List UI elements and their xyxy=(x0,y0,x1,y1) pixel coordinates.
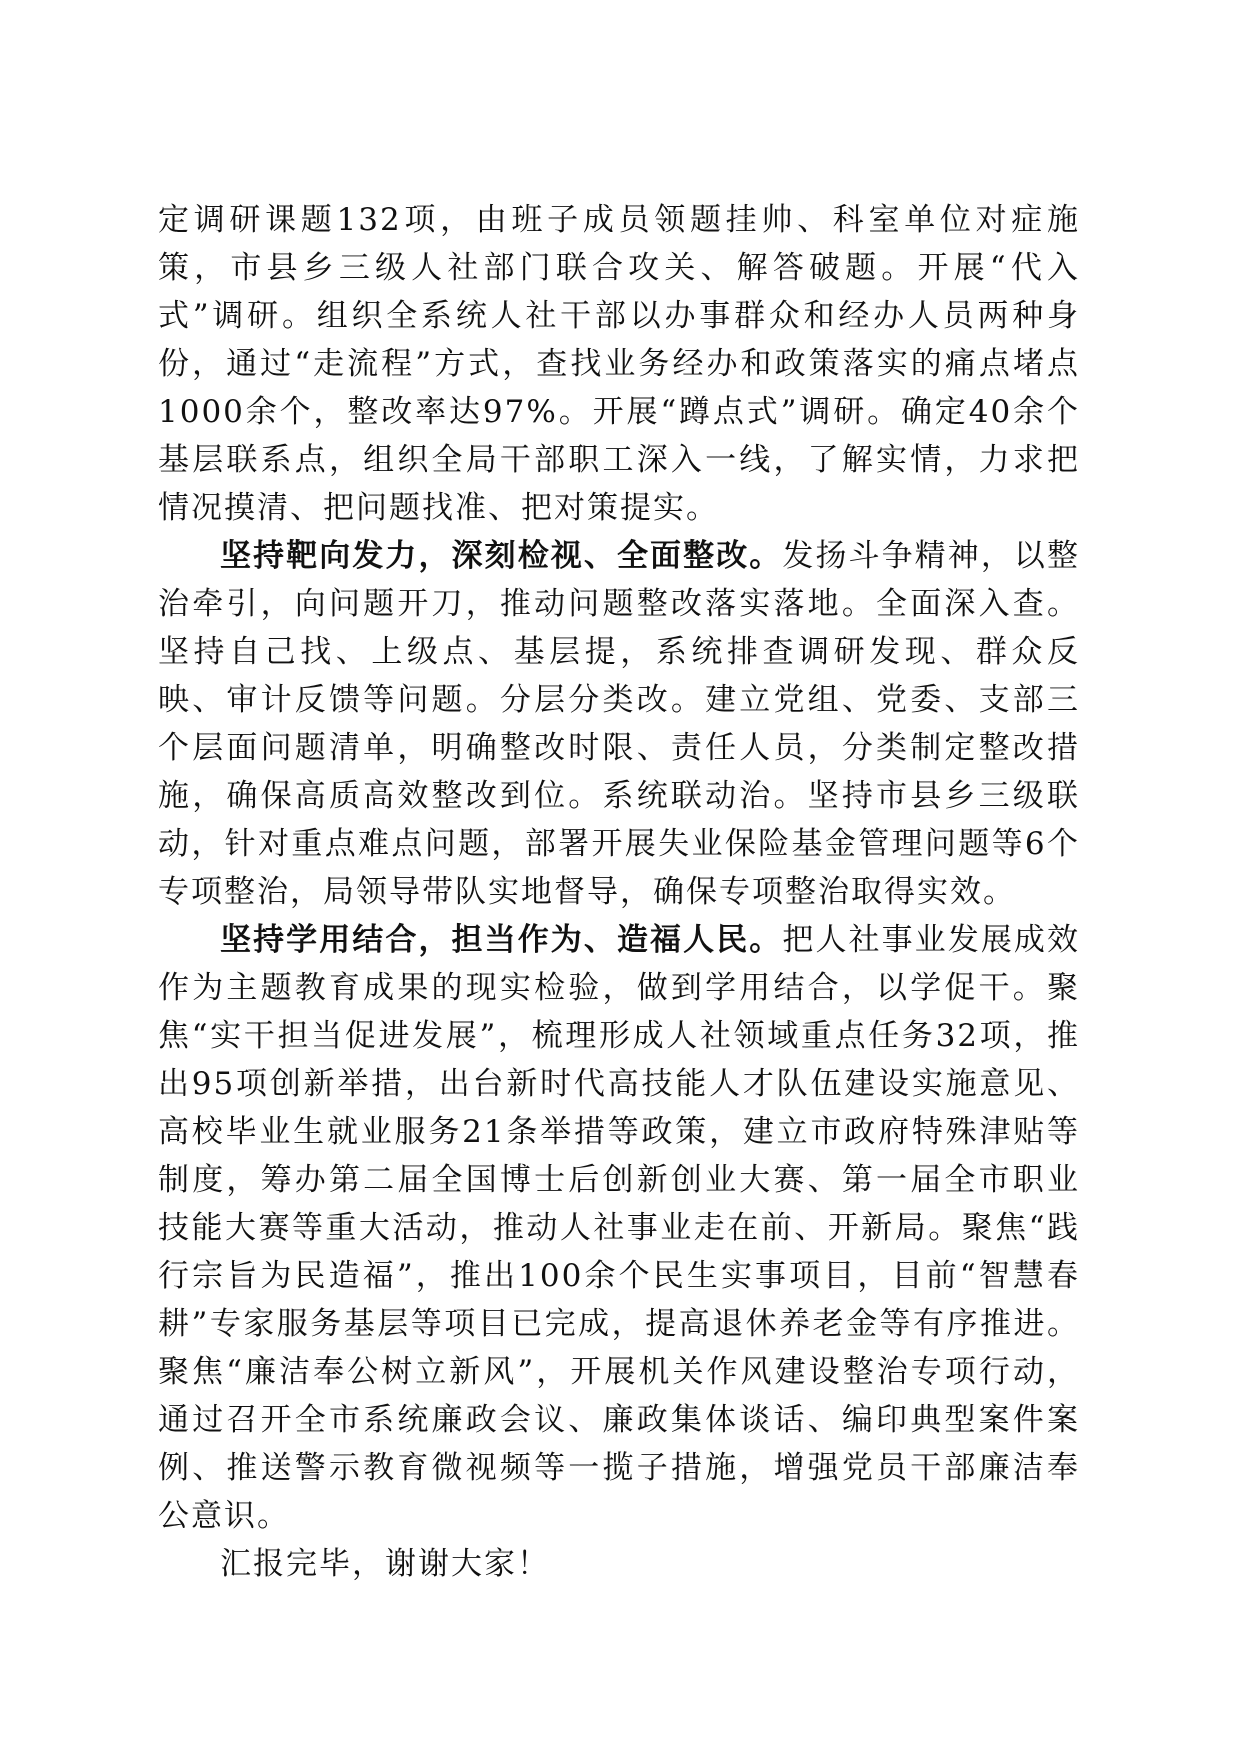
paragraph-heading: 坚持学用结合，担当作为、造福人民。 xyxy=(220,922,783,958)
paragraph-research xyxy=(158,196,1080,532)
paragraph-closing xyxy=(158,1540,1080,1588)
paragraph-rectification xyxy=(158,532,1080,916)
paragraph-text: 定调研课题132项，由班子成员领题挂帅、科室单位对症施策，市县乡三级人社部门联合攻关、解答破题。开展“代入式”调研。组织全系统人社干部以办事群众和经办人员两种身份，通过“走流程”方式，查找业务经办和政策落实的痛点堵点1000余个，整改率达97%。开展“蹲点式”调研。确定40余个基层联系点，组织全局干部职工深入一线，了解实情，力求把情况摸清、把问题找准、把对策提实。 xyxy=(158,202,1080,526)
paragraph-learning-application xyxy=(158,916,1080,1540)
paragraph-text: 汇报完毕，谢谢大家！ xyxy=(220,1546,550,1582)
paragraph-text: 发扬斗争精神，以整治牵引，向问题开刀，推动问题整改落实落地。全面深入查。坚持自己找、上级点、基层提，系统排查调研发现、群众反映、审计反馈等问题。分层分类改。建立党组、党委、支部三个层面问题清单，明确整改时限、责任人员，分类制定整改措施，确保高质高效整改到位。系统联动治。坚持市县乡三级联动，针对重点难点问题，部署开展失业保险基金管理问题等6个专项整治，局领导带队实地督导，确保专项整治取得实效。 xyxy=(158,538,1080,910)
paragraph-text: 把人社事业发展成效作为主题教育成果的现实检验，做到学用结合，以学促干。聚焦“实干担当促进发展”，梳理形成人社领域重点任务32项，推出95项创新举措，出台新时代高技能人才队伍建设实施意见、高校毕业生就业服务21条举措等政策，建立市政府特殊津贴等制度，筹办第二届全国博士后创新创业大赛、第一届全市职业技能大赛等重大活动，推动人社事业走在前、开新局。聚焦“践行宗旨为民造福”，推出100余个民生实事项目，目前“智慧春耕”专家服务基层等项目已完成，提高退休养老金等有序推进。聚焦“廉洁奉公树立新风”，开展机关作风建设整治专项行动，通过召开全市系统廉政会议、廉政集体谈话、编印典型案件案例、推送警示教育微视频等一揽子措施，增强党员干部廉洁奉公意识。 xyxy=(158,922,1080,1534)
paragraph-heading: 坚持靶向发力，深刻检视、全面整改。 xyxy=(220,538,783,574)
document-body xyxy=(158,196,1080,1588)
